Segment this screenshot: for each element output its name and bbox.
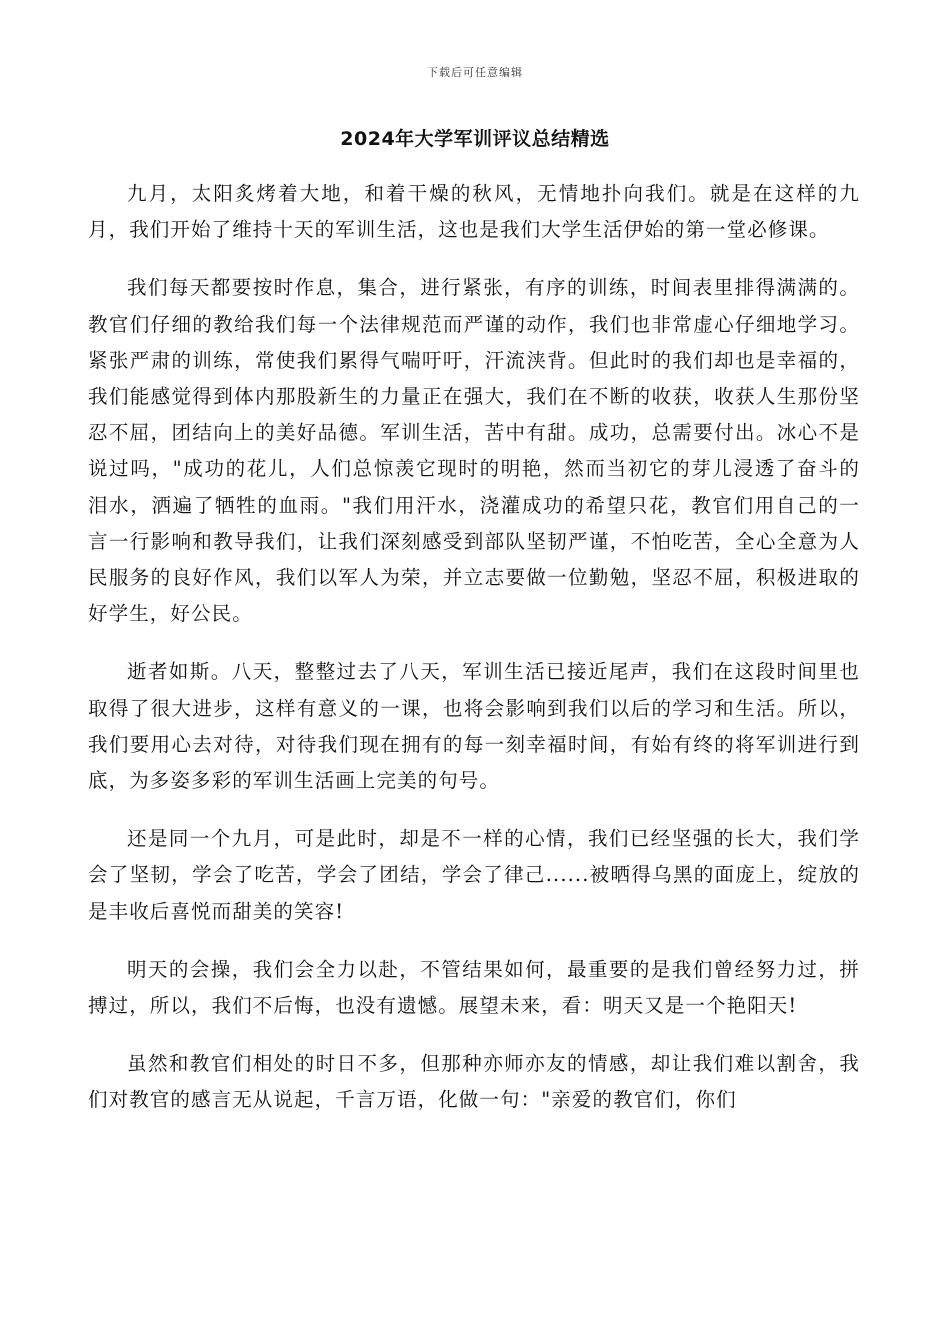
- paragraph-3: 逝者如斯。八天，整整过去了八天，军训生活已接近尾声，我们在这段时间里也取得了很大进步，这样有意义的一课，也将会影响到我们以后的学习和生活。所以，我们要用心去对待，对待我们现在拥有的每一刻幸福时间，有始有终的将军训进行到底，为多姿多彩的军训生活画上完美的句号。: [88, 660, 860, 793]
- paragraph-1: 九月，太阳炙烤着大地，和着干燥的秋风，无情地扑向我们。就是在这样的九月，我们开始了维持十天的军训生活，这也是我们大学生活伊始的第一堂必修课。: [88, 182, 860, 242]
- page-header-note: 下载后可任意编辑: [427, 66, 523, 79]
- paragraph-2: 我们每天都要按时作息，集合，进行紧张，有序的训练，时间表里排得满满的。教官们仔细的教给我们每一个法律规范而严谨的动作，我们也非常虚心仔细地学习。紧张严肃的训练，常使我们累得气喘吁吁，汗流浃背。但此时的我们却也是幸福的，我们能感觉得到体内那股新生的力量正在强大，我们在不断的收获，收获人生那份坚忍不屈，团结向上的美好品德。军训生活，苦中有甜。成功，总需要付出。冰心不是说过吗，"成功的花儿，人们总惊羡它现时的明艳，然而当初它的芽儿浸透了奋斗的泪水，洒遍了牺牲的血雨。"我们用汗水，浇灌成功的希望只花，教官们用自己的一言一行影响和教导我们，让我们深刻感受到部队坚韧严谨，不怕吃苦，全心全意为人民服务的良好作风，我们以军人为荣，并立志要做一位勤勉，坚忍不屈，积极进取的好学生，好公民。: [88, 276, 860, 626]
- document-body: [88, 176, 860, 1141]
- paragraph-6: 虽然和教官们相处的时日不多，但那种亦师亦友的情感，却让我们难以割舍，我们对教官的感言无从说起，千言万语，化做一句："亲爱的教官们，你们: [88, 1052, 860, 1112]
- paragraph-5: 明天的会操，我们会全力以赴，不管结果如何，最重要的是我们曾经努力过，拼搏过，所以，我们不后悔，也没有遗憾。展望未来，看：明天又是一个艳阳天!: [88, 957, 860, 1018]
- paragraph-4: 还是同一个九月，可是此时，却是不一样的心情，我们已经坚强的长大，我们学会了坚韧，学会了吃苦，学会了团结，学会了律己......被晒得乌黑的面庞上，绽放的是丰收后喜悦而甜美的笑容!: [88, 827, 860, 923]
- document-title: 2024年大学军训评议总结精选: [340, 128, 610, 150]
